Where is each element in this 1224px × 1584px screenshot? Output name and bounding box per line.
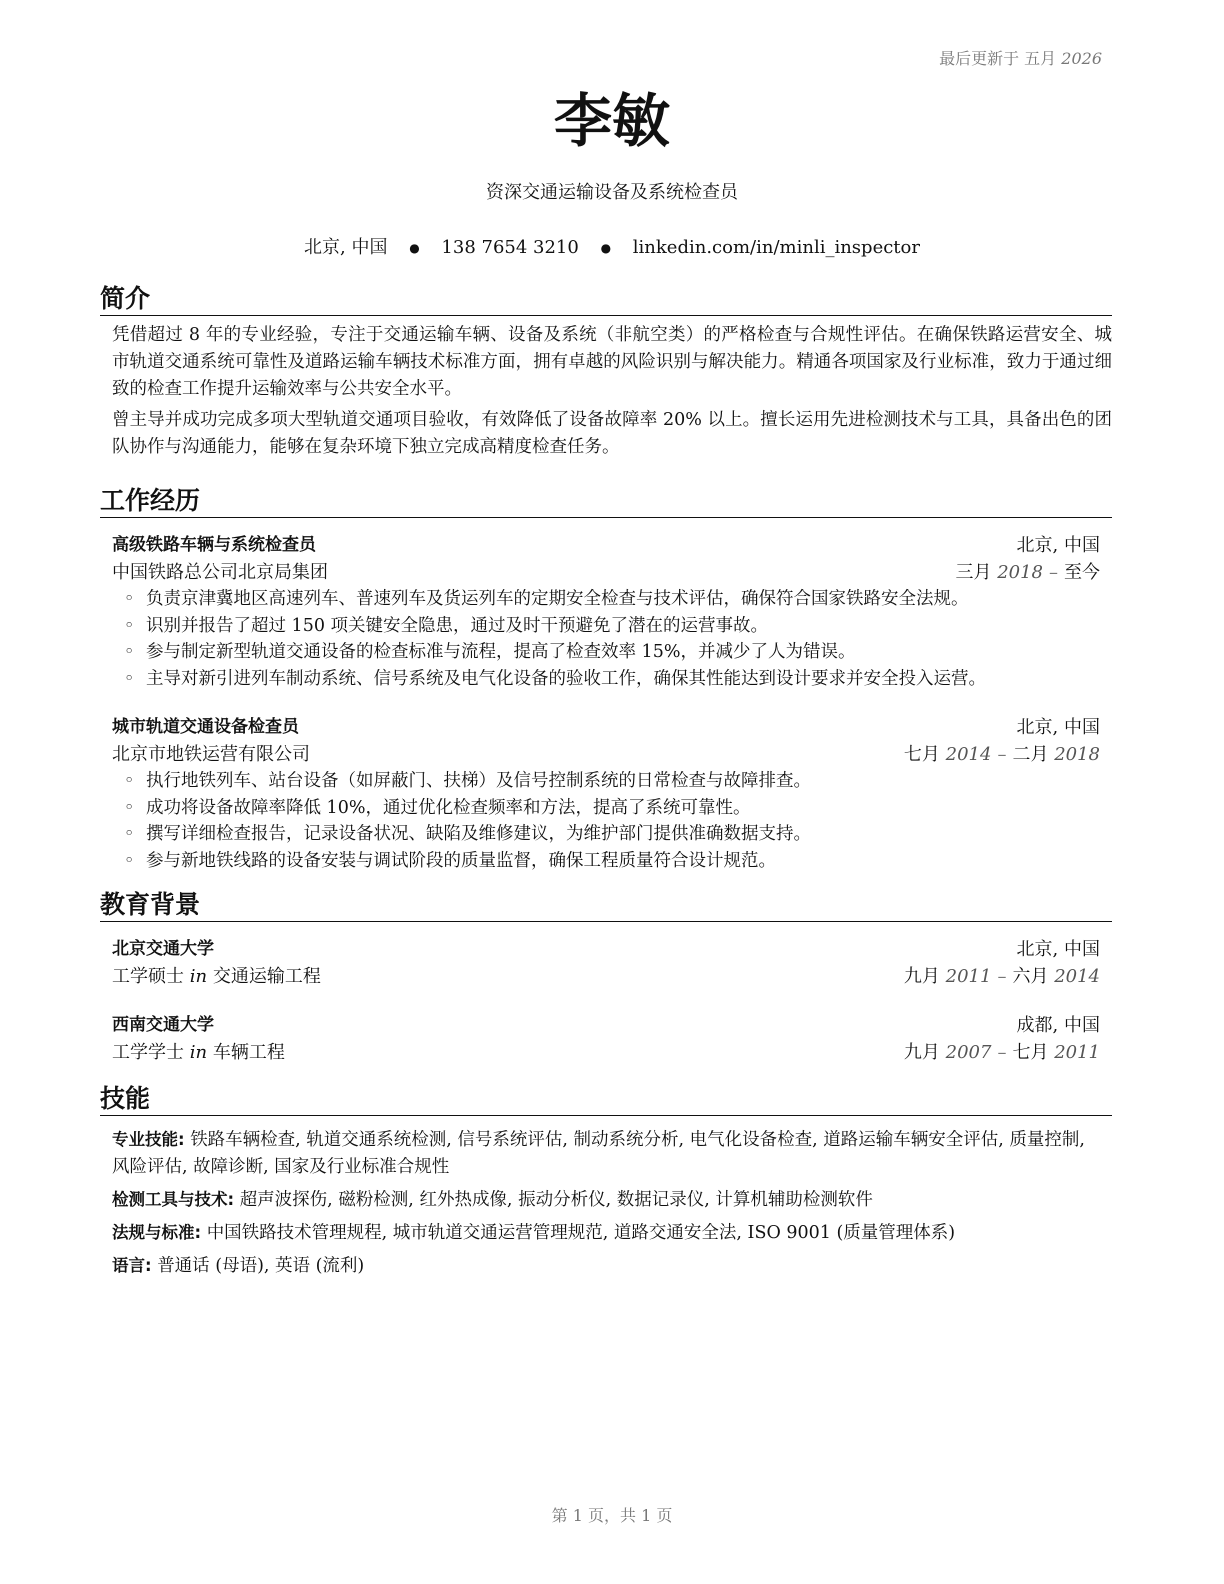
degree-name: 工学学士 [112, 1042, 184, 1063]
date-start-month: 七月 [903, 744, 940, 765]
job-location: 北京, 中国 [1016, 535, 1100, 556]
bullet-separator-icon: ● [600, 241, 612, 255]
contact-linkedin-link[interactable]: linkedin.com/in/minli_inspector [632, 237, 920, 258]
job-header-row [112, 714, 1100, 741]
summary-paragraph: 曾主导并成功完成多项大型轨道交通项目验收，有效降低了设备故障率 20% 以上。擅长运用先进检测技术与工具，具备出色的团队协作与沟通能力，能够在复杂环境下独立完成高精度检查任务。 [112, 410, 1112, 457]
last-updated-month: 五月 [1024, 49, 1057, 68]
job-entry [112, 532, 1100, 692]
date-start-year: 2014 [945, 744, 992, 765]
date-dash: – [997, 744, 1007, 765]
job-header-row [112, 532, 1100, 559]
degree-in: in [189, 1042, 208, 1063]
section-heading-experience: 工作经历 [100, 486, 1112, 518]
skill-label: 法规与标准: [112, 1223, 202, 1242]
section-heading-summary: 简介 [100, 284, 1112, 316]
skill-text: 中国铁路技术管理规程, 城市轨道交通运营管理规范, 道路交通安全法, ISO 9001 (质量管理体系) [206, 1223, 956, 1243]
date-start-month: 九月 [903, 1042, 940, 1063]
date-end-year: 2014 [1054, 966, 1100, 987]
date-end-year: 2011 [1054, 1042, 1100, 1063]
summary-paragraph: 凭借超过 8 年的专业经验，专注于交通运输车辆、设备及系统（非航空类）的严格检查与合规性评估。在确保铁路运营安全、城市轨道交通系统可靠性及道路运输车辆技术标准方面，拥有卓越的风险识别与解决能力。精通各项国家及行业标准，致力于通过细致的检查工作提升运输效率与公共安全水平。 [112, 325, 1112, 399]
date-dash: – [997, 1042, 1007, 1063]
job-dates [904, 741, 1100, 768]
degree-row [112, 963, 1100, 990]
last-updated-year: 2026 [1061, 49, 1102, 68]
degree [112, 963, 321, 990]
job-dates [955, 559, 1100, 586]
education-dates [904, 1039, 1100, 1066]
date-dash: – [1049, 562, 1058, 583]
job-company-row [112, 559, 1100, 586]
page-number: 第 1 页，共 1 页 [551, 1506, 673, 1525]
date-start-year: 2011 [945, 966, 992, 987]
education-entry [112, 936, 1100, 990]
date-start-month: 九月 [903, 966, 940, 987]
job-bullets [120, 586, 1100, 692]
list-item: ◦ 参与新地铁线路的设备安装与调试阶段的质量监督，确保工程质量符合设计规范。 [120, 848, 1100, 875]
skill-line [112, 1252, 1100, 1280]
contact-line [0, 233, 1224, 259]
education-section [100, 890, 1112, 1066]
list-item: ◦ 识别并报告了超过 150 项关键安全隐患，通过及时干预避免了潜在的运营事故。 [120, 613, 1100, 640]
date-end-year: 2018 [1054, 744, 1100, 765]
skill-line [112, 1186, 1100, 1214]
degree-name: 工学硕士 [112, 966, 184, 987]
skill-line [112, 1126, 1100, 1181]
skill-line [112, 1219, 1100, 1247]
date-start-year: 2018 [997, 562, 1043, 583]
degree-major: 车辆工程 [212, 1042, 285, 1063]
list-item: ◦ 撰写详细检查报告，记录设备状况、缺陷及维修建议，为维护部门提供准确数据支持。 [120, 821, 1100, 848]
list-item: ◦ 执行地铁列车、站台设备（如屏蔽门、扶梯）及信号控制系统的日常检查与故障排查。 [120, 768, 1100, 795]
last-updated-prefix: 最后更新于 [939, 49, 1020, 68]
degree-in: in [189, 966, 208, 987]
skill-text: 普通话 (母语), 英语 (流利) [157, 1256, 365, 1276]
job-company: 中国铁路总公司北京局集团 [112, 562, 328, 583]
date-end-month: 二月 [1012, 744, 1049, 765]
school-name: 西南交通大学 [112, 1015, 214, 1035]
list-item: ◦ 主导对新引进列车制动系统、信号系统及电气化设备的验收工作，确保其性能达到设计要求并安全投入运营。 [120, 666, 1100, 693]
school-name: 北京交通大学 [112, 939, 214, 959]
school-header-row [112, 1012, 1100, 1039]
list-item: ◦ 负责京津冀地区高速列车、普速列车及货运列车的定期安全检查与技术评估，确保符合国家铁路安全法规。 [120, 586, 1100, 613]
last-updated [939, 46, 1102, 69]
skill-text: 铁路车辆检查, 轨道交通系统检测, 信号系统评估, 制动系统分析, 电气化设备检查, 道路运输车辆安全评估, 质量控制, 风险评估, 故障诊断, 国家及行业标准合规性 [112, 1130, 1085, 1177]
list-item: ◦ 参与制定新型轨道交通设备的检查标准与流程，提高了检查效率 15%，并减少了人为错误。 [120, 639, 1100, 666]
job-bullets [120, 768, 1100, 874]
job-company-row [112, 741, 1100, 768]
job-role: 城市轨道交通设备检查员 [112, 717, 299, 737]
experience-section [100, 486, 1112, 874]
skill-label: 语言: [112, 1256, 152, 1275]
job-title: 资深交通运输设备及系统检查员 [486, 182, 738, 203]
degree [112, 1039, 285, 1066]
person-name: 李敏 [553, 87, 670, 155]
school-location: 北京, 中国 [1016, 939, 1100, 960]
summary-section [100, 284, 1112, 461]
degree-major: 交通运输工程 [212, 966, 321, 987]
date-end-month: 七月 [1012, 1042, 1049, 1063]
job-entry [112, 714, 1100, 874]
contact-phone[interactable]: 138 7654 3210 [441, 237, 579, 258]
list-item: ◦ 成功将设备故障率降低 10%，通过优化检查频率和方法，提高了系统可靠性。 [120, 795, 1100, 822]
skill-text: 超声波探伤, 磁粉检测, 红外热成像, 振动分析仪, 数据记录仪, 计算机辅助检测软件 [239, 1190, 873, 1210]
date-dash: – [997, 966, 1007, 987]
date-end-month: 六月 [1012, 966, 1049, 987]
skills-list [112, 1126, 1100, 1280]
education-entry [112, 1012, 1100, 1066]
education-dates [904, 963, 1100, 990]
date-start-year: 2007 [945, 1042, 992, 1063]
school-header-row [112, 936, 1100, 963]
job-location: 北京, 中国 [1016, 717, 1100, 738]
job-company: 北京市地铁运营有限公司 [112, 744, 310, 765]
bullet-separator-icon: ● [409, 241, 420, 255]
degree-row [112, 1039, 1100, 1066]
section-heading-skills: 技能 [100, 1084, 1112, 1116]
skills-section [100, 1084, 1112, 1280]
skill-label: 检测工具与技术: [112, 1190, 235, 1209]
skill-label: 专业技能: [112, 1130, 185, 1149]
school-location: 成都, 中国 [1016, 1015, 1100, 1036]
contact-location: 北京, 中国 [304, 237, 388, 258]
section-heading-education: 教育背景 [100, 890, 1112, 922]
date-start-month: 三月 [955, 562, 992, 583]
job-role: 高级铁路车辆与系统检查员 [112, 535, 316, 555]
date-end-month: 至今 [1064, 562, 1100, 583]
